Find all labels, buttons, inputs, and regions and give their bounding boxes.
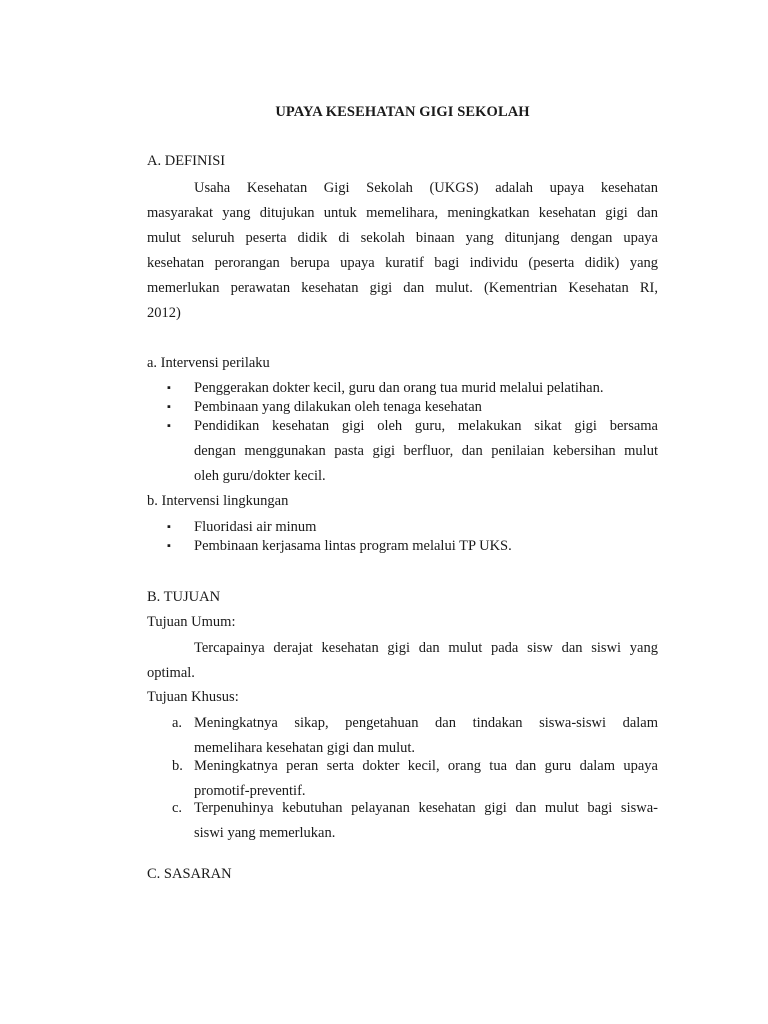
list-item-text: siswi yang memerlukan. <box>194 825 336 841</box>
list-item-text: Meningkatnya peran serta dokter kecil, orang tua dan guru dalam upaya <box>194 758 658 774</box>
tujuan-umum-heading: Tujuan Umum: <box>147 614 236 630</box>
section-c-heading: C. SASARAN <box>147 866 232 882</box>
paragraph-line: memerlukan perawatan kesehatan gigi dan mulut. (Kementrian Kesehatan RI, <box>147 280 658 296</box>
list-item <box>194 518 658 536</box>
paragraph-line: masyarakat yang ditujukan untuk memelihara, meningkatkan kesehatan gigi dan <box>147 205 658 221</box>
paragraph-line: 2012) <box>147 305 181 321</box>
paragraph-line: mulut seluruh peserta didik di sekolah binaan yang ditunjang dengan upaya <box>147 230 658 246</box>
list-marker: c. <box>172 800 183 816</box>
sub-b-heading: b. Intervensi lingkungan <box>147 493 289 509</box>
paragraph-line: Tercapainya derajat kesehatan gigi dan mulut pada sisw dan siswi yang <box>194 640 658 656</box>
sub-a-heading: a. Intervensi perilaku <box>147 355 270 371</box>
section-b-heading: B. TUJUAN <box>147 589 221 605</box>
document-title: UPAYA KESEHATAN GIGI SEKOLAH <box>275 104 530 120</box>
bullet-icon: ▪ <box>167 401 171 413</box>
list-item <box>194 379 658 397</box>
tujuan-umum-paragraph <box>147 639 658 689</box>
bullet-icon: ▪ <box>167 540 171 552</box>
list-item-text: Penggerakan dokter kecil, guru dan orang tua murid melalui pelatihan. <box>194 380 604 396</box>
list-item-text: Pembinaan kerjasama lintas program melalui TP UKS. <box>194 538 512 554</box>
list-marker: b. <box>172 758 183 774</box>
tujuan-khusus-heading: Tujuan Khusus: <box>147 689 239 705</box>
definition-paragraph <box>147 179 658 329</box>
list-item-text: oleh guru/dokter kecil. <box>194 468 326 484</box>
paragraph-line: Usaha Kesehatan Gigi Sekolah (UKGS) adalah upaya kesehatan <box>194 180 658 196</box>
list-item <box>194 799 658 849</box>
list-item-text: dengan menggunakan pasta gigi berfluor, dan penilaian kebersihan mulut <box>194 443 658 459</box>
list-item-text: Pendidikan kesehatan gigi oleh guru, melakukan sikat gigi bersama <box>194 418 658 434</box>
section-a-heading: A. DEFINISI <box>147 153 226 169</box>
list-item-text: promotif-preventif. <box>194 783 306 799</box>
list-item-text: Pembinaan yang dilakukan oleh tenaga kesehatan <box>194 399 482 415</box>
list-item-text: Meningkatnya sikap, pengetahuan dan tindakan siswa-siswi dalam <box>194 715 658 731</box>
list-item <box>194 417 658 492</box>
paragraph-line: kesehatan perorangan berupa upaya kuratif bagi individu (peserta didik) yang <box>147 255 658 271</box>
list-item-text: Fluoridasi air minum <box>194 519 317 535</box>
list-marker: a. <box>172 715 183 731</box>
bullet-icon: ▪ <box>167 521 171 533</box>
list-item <box>194 398 658 416</box>
bullet-icon: ▪ <box>167 420 171 432</box>
list-item-text: memelihara kesehatan gigi dan mulut. <box>194 740 416 756</box>
list-item-text: Terpenuhinya kebutuhan pelayanan kesehatan gigi dan mulut bagi siswa- <box>194 800 658 816</box>
bullet-icon: ▪ <box>167 382 171 394</box>
paragraph-line: optimal. <box>147 665 195 681</box>
list-item <box>194 537 658 555</box>
